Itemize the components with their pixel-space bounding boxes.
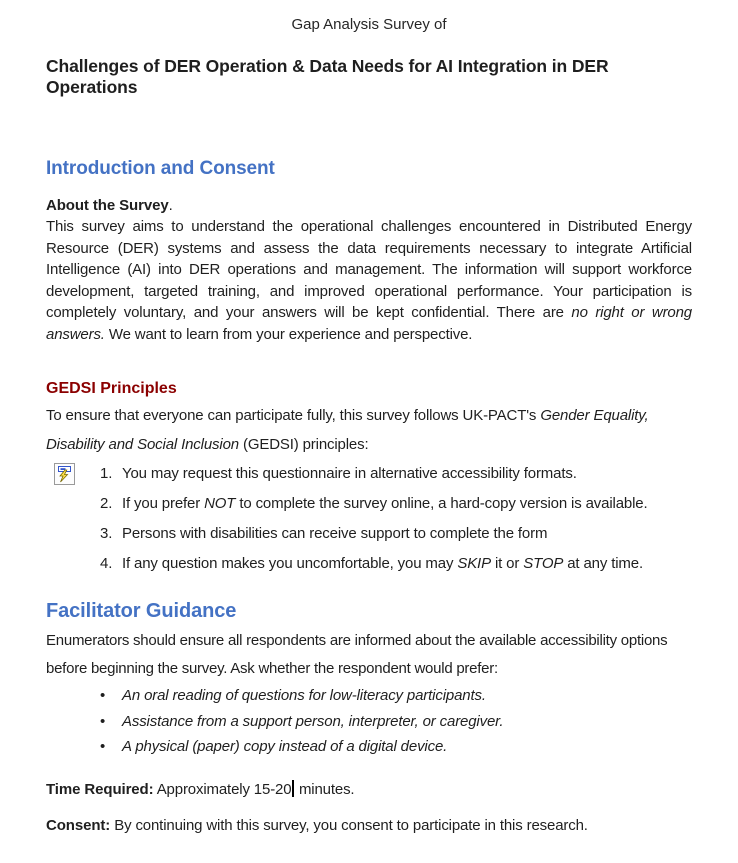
text-cursor <box>292 780 294 797</box>
document-supertitle: Gap Analysis Survey of <box>291 16 447 33</box>
section-heading-introduction-and-consent: Introduction and Consent <box>46 158 275 179</box>
bullet-text: An oral reading of questions for low-literacy participants. <box>122 687 486 704</box>
section-heading-facilitator-guidance: Facilitator Guidance <box>46 600 237 622</box>
bullet-icon: • <box>100 687 106 704</box>
time-required-value: Approximately 15-20 <box>153 780 292 798</box>
facilitator-bullet-2 <box>100 709 692 735</box>
list-item-text: Persons with disabilities can receive support to complete the form <box>122 525 548 542</box>
time-required-label: Time Required: <box>46 780 154 798</box>
gedsi-principles-list <box>46 459 692 579</box>
facilitator-options-list <box>46 683 692 760</box>
gedsi-intro-paragraph: To ensure that everyone can participate fully, this survey follows UK-PACT's Gender Equality, Disability and Social Inclusion (GEDSI) principles: <box>46 407 649 453</box>
bullet-icon: • <box>100 738 106 755</box>
time-required-line <box>46 780 692 800</box>
list-item-text: You may request this questionnaire in alternative accessibility formats. <box>122 465 577 482</box>
list-item-text: If any question makes you uncomfortable, you may SKIP it or STOP at any time. <box>122 555 643 572</box>
list-number: 3. <box>100 525 113 542</box>
consent-label: Consent: <box>46 816 111 834</box>
consent-text: By continuing with this survey, you consent to participate in this research. <box>110 816 588 834</box>
facilitator-intro-paragraph: Enumerators should ensure all respondents are informed about the available accessibility options before beginning the survey. Ask whether the respondent would prefer: <box>46 632 668 677</box>
section-heading-gedsi-principles: GEDSI Principles <box>46 380 177 397</box>
document-title: Challenges of DER Operation & Data Needs for AI Integration in DER Operations <box>46 56 609 97</box>
autocorrect-lightning-icon[interactable] <box>54 463 75 485</box>
bullet-text: A physical (paper) copy instead of a digital device. <box>122 738 448 755</box>
about-survey-label-tail: . <box>168 197 173 214</box>
consent-line <box>46 816 692 836</box>
about-survey-label-bold: About the Survey <box>46 197 169 214</box>
facilitator-bullet-3 <box>100 734 692 760</box>
about-survey-paragraph: This survey aims to understand the operational challenges encountered in Distributed Energy Resource (DER) systems and assess the data requirements necessary to integrate Artificial Intelligence (AI) into DER operations and management. The information will support workforce development, targeted training, and improved operational performance. Your participation is completely voluntary, and your answers will be kept confidential. There are no right or wrong answers. We want to learn from your experience and perspective. <box>46 218 692 343</box>
gedsi-list-item-3 <box>100 519 692 549</box>
facilitator-bullet-1 <box>100 683 692 709</box>
gedsi-list-item-2 <box>100 489 692 519</box>
about-survey-label <box>46 196 692 216</box>
gedsi-list-item-4 <box>100 549 692 579</box>
list-number: 4. <box>100 555 113 572</box>
list-number: 1. <box>100 465 113 482</box>
list-item-text: If you prefer NOT to complete the survey online, a hard-copy version is available. <box>122 495 648 512</box>
gedsi-list-item-1 <box>100 459 692 489</box>
time-required-units: minutes. <box>294 780 355 798</box>
bullet-text: Assistance from a support person, interpreter, or caregiver. <box>122 712 504 730</box>
list-number: 2. <box>100 495 113 512</box>
bullet-icon: • <box>100 712 106 730</box>
